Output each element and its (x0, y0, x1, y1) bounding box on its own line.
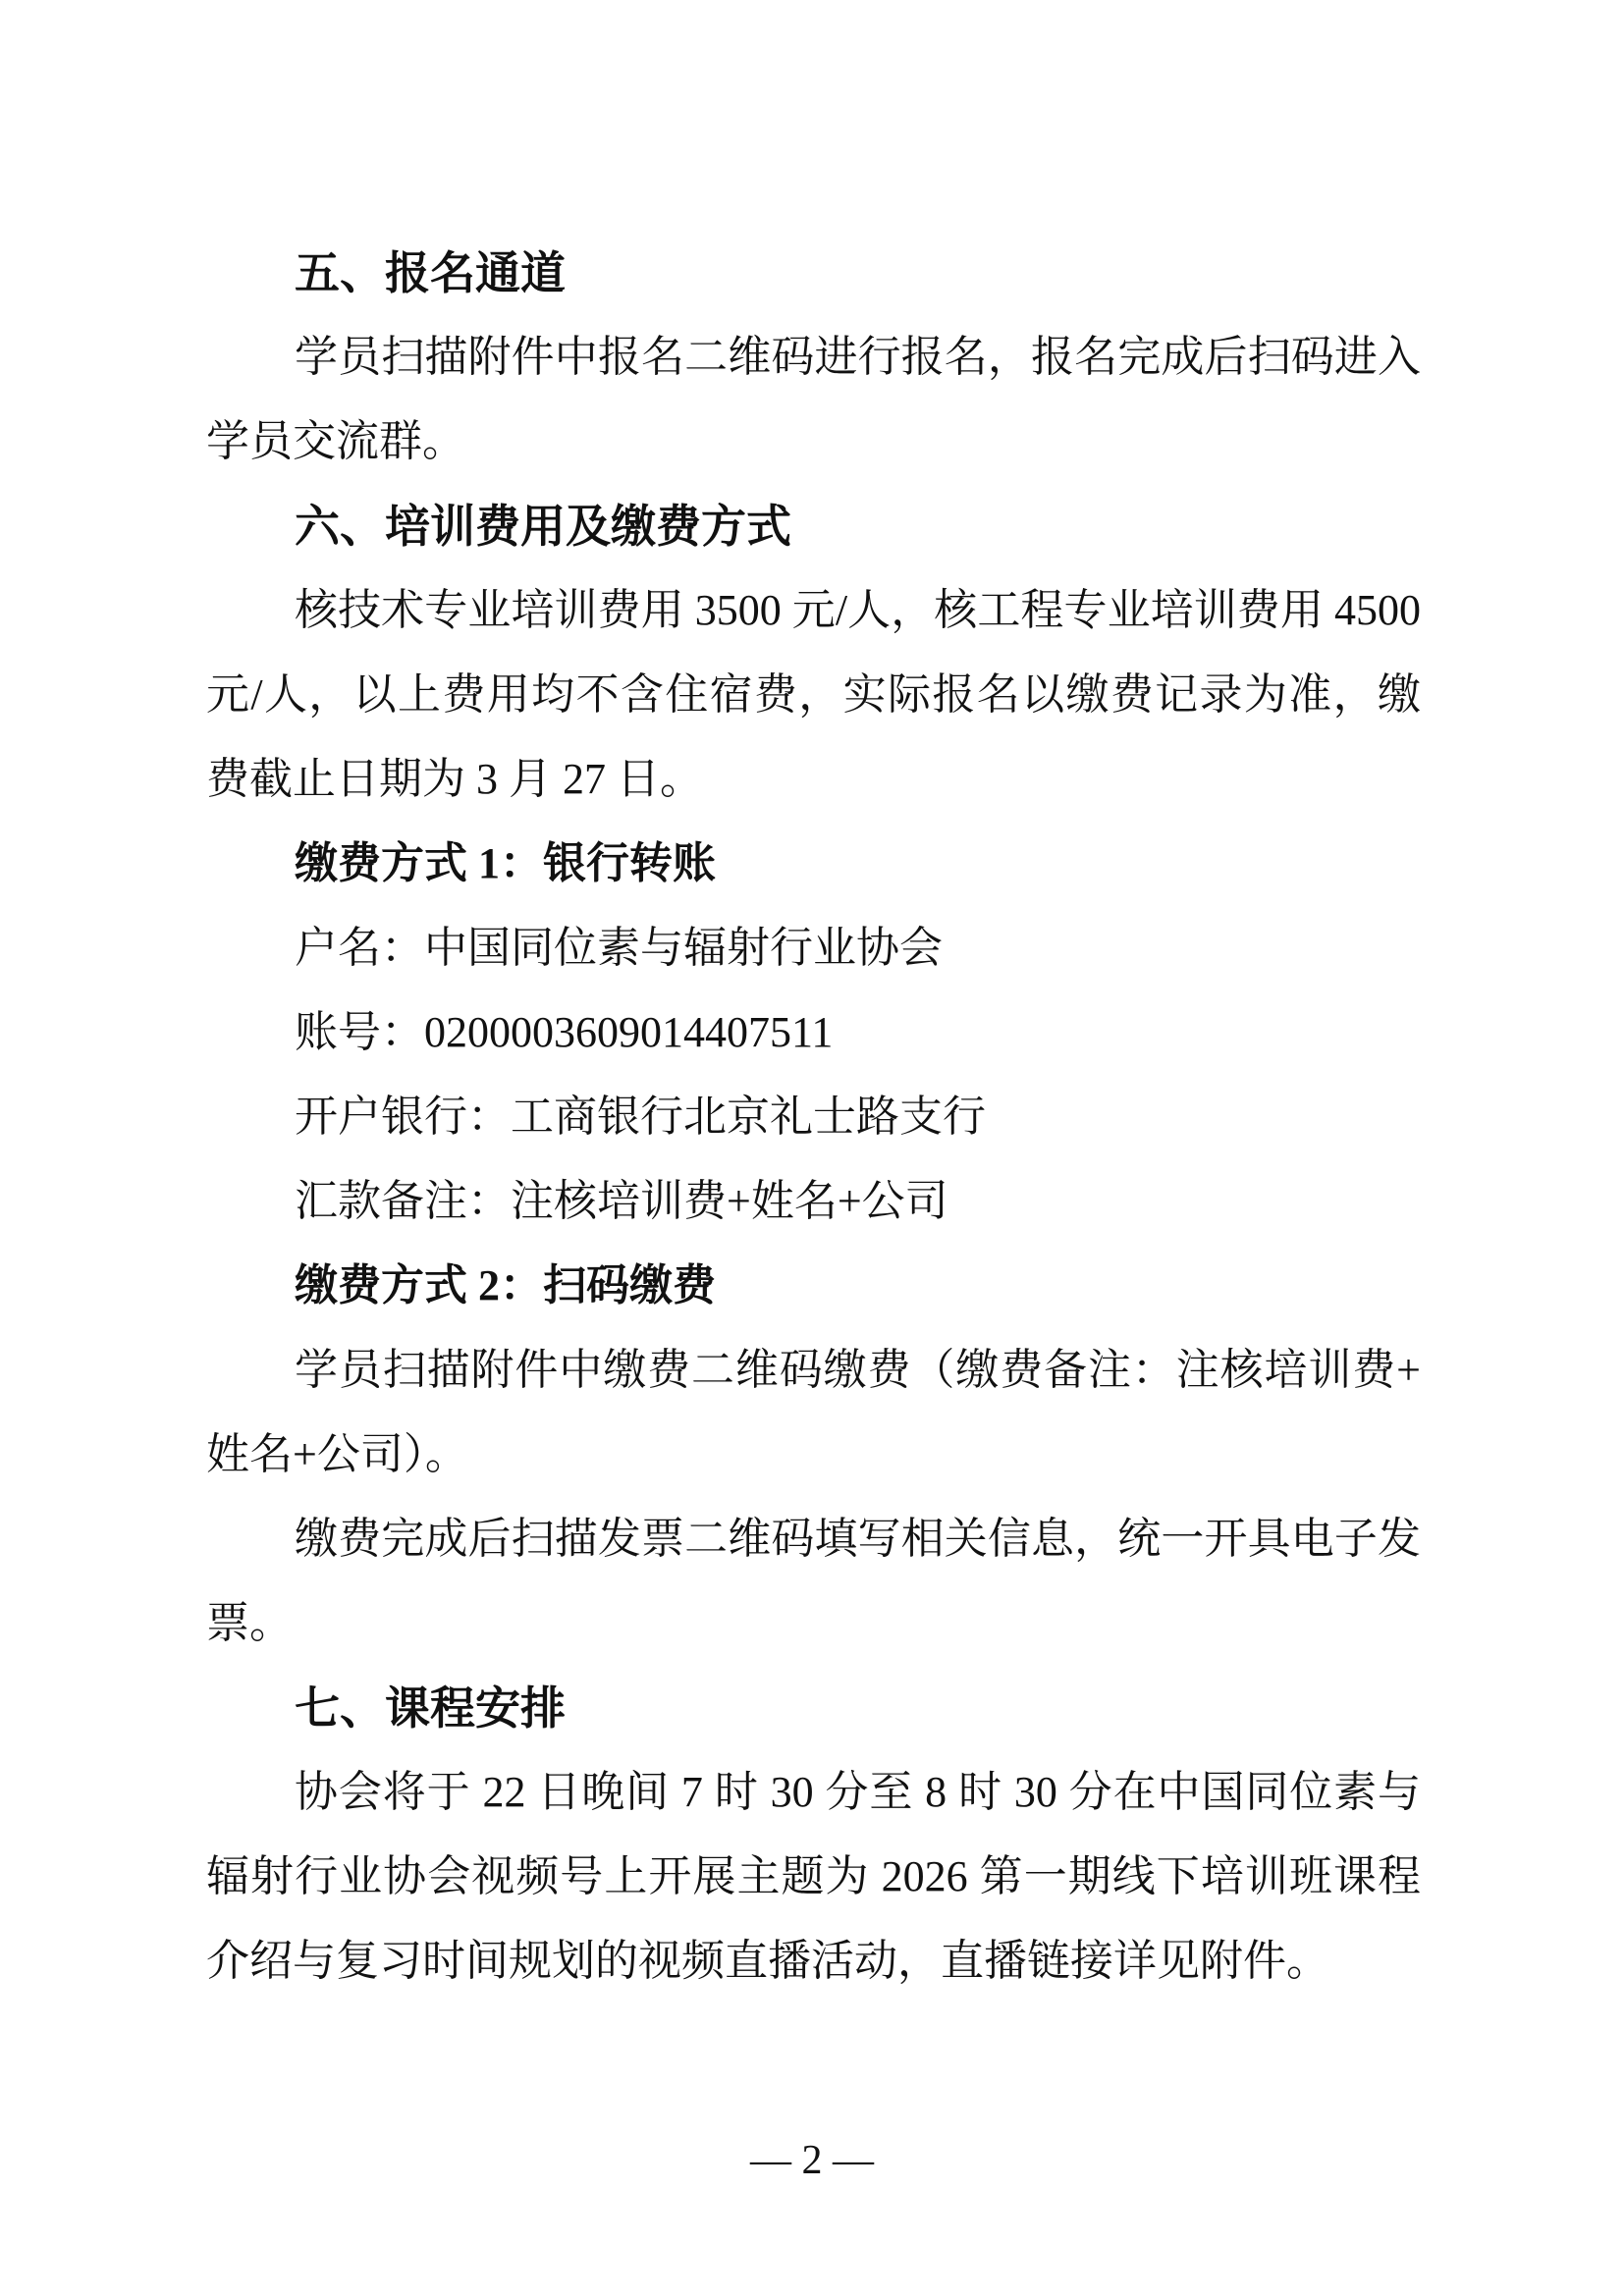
subheading-payment-method-1: 缴费方式 1：银行转账 (295, 839, 716, 887)
account-name-line: 户名：中国同位素与辐射行业协会 (295, 924, 943, 972)
account-number-line: 账号：0200003609014407511 (295, 1008, 834, 1056)
paragraph-line: 费截止日期为 3 月 27 日。 (206, 755, 703, 803)
bank-branch-line: 开户银行：工商银行北京礼士路支行 (295, 1093, 986, 1141)
section-heading-fees: 六、培训费用及缴费方式 (295, 501, 791, 552)
document-body (206, 231, 1421, 2003)
paragraph-line: 姓名+公司）。 (206, 1430, 468, 1478)
section-heading-schedule: 七、课程安排 (295, 1682, 566, 1734)
paragraph-line: 协会将于 22 日晚间 7 时 30 分至 8 时 30 分在中国同位素与 (295, 1768, 1421, 1816)
page-number: — 2 — (750, 2138, 874, 2183)
section-heading-registration: 五、报名通道 (295, 247, 566, 298)
paragraph-line: 介绍与复习时间规划的视频直播活动，直播链接详见附件。 (206, 1937, 1329, 1985)
paragraph-line: 票。 (206, 1599, 293, 1647)
paragraph-line: 缴费完成后扫描发票二维码填写相关信息，统一开具电子发 (295, 1515, 1421, 1563)
paragraph-line: 元/人，以上费用均不含住宿费，实际报名以缴费记录为准，缴 (206, 670, 1421, 719)
paragraph-line: 辐射行业协会视频号上开展主题为 2026 第一期线下培训班课程 (206, 1852, 1421, 1900)
paragraph-line: 学员交流群。 (206, 417, 465, 465)
remittance-note-line: 汇款备注：注核培训费+姓名+公司 (295, 1177, 948, 1225)
paragraph-line: 学员扫描附件中报名二维码进行报名，报名完成后扫码进入 (295, 333, 1421, 381)
paragraph-line: 学员扫描附件中缴费二维码缴费（缴费备注：注核培训费+ (295, 1346, 1421, 1394)
paragraph-line: 核技术专业培训费用 3500 元/人，核工程专业培训费用 4500 (295, 586, 1421, 634)
subheading-payment-method-2: 缴费方式 2：扫码缴费 (295, 1261, 716, 1309)
